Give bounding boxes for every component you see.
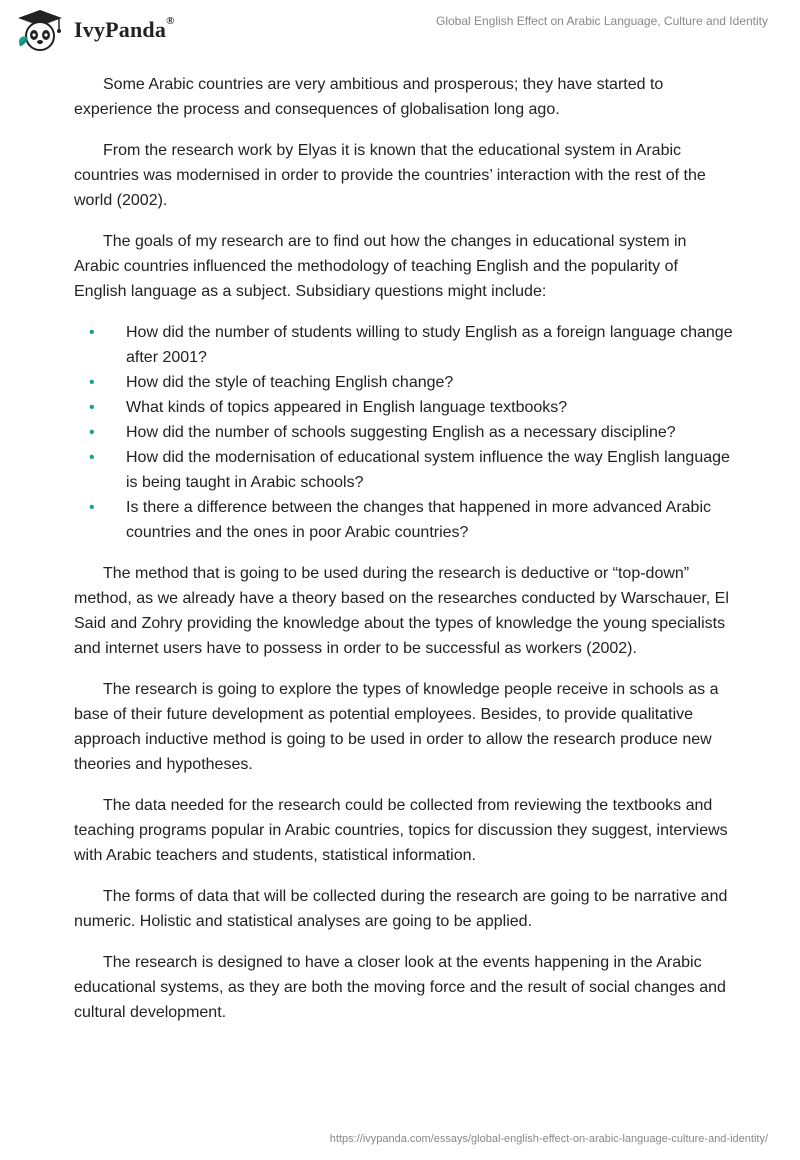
paragraph: The goals of my research are to find out how the changes in educational system in Arabic countries influenced the methodology of teaching English and the popularity of English language as a subject. Subsidiary questions might include: (74, 233, 687, 300)
list-item: • How did the style of teaching English change? (74, 370, 734, 395)
paragraph: From the research work by Elyas it is known that the educational system in Arabic countries was modernised in order to provide the countries’ interaction with the rest of the world (2002). (74, 142, 706, 209)
list-item: • How did the modernisation of educational system influence the way English language is being taught in Arabic schools? (74, 445, 734, 495)
paragraph: The forms of data that will be collected during the research are going to be narrative and numeric. Holistic and statistical analyses are going to be applied. (74, 888, 728, 930)
list-item: • How did the number of students willing to study English as a foreign language change after 2001? (74, 320, 734, 370)
paragraph: Some Arabic countries are very ambitious and prosperous; they have started to experience the process and consequences of globalisation long ago. (74, 76, 664, 118)
bullet-icon: • (89, 374, 95, 391)
research-questions-list (74, 320, 734, 545)
document-title: Global English Effect on Arabic Language, Culture and Identity (436, 14, 768, 28)
panda-graduate-icon (12, 8, 68, 52)
list-item: • How did the number of schools suggesting English as a necessary discipline? (74, 420, 734, 445)
source-url-link[interactable]: https://ivypanda.com/essays/global-english-effect-on-arabic-language-culture-and-identity/ (329, 1133, 768, 1145)
paragraph: The data needed for the research could be collected from reviewing the textbooks and teaching programs popular in Arabic countries, topics for discussion they suggest, interviews with Arabic teachers and students, statistical information. (74, 797, 728, 864)
list-item: • What kinds of topics appeared in English language textbooks? (74, 395, 734, 420)
bullet-icon: • (89, 499, 95, 516)
paragraph: The research is going to explore the types of knowledge people receive in schools as a base of their future development as potential employees. Besides, to provide qualitative approach inductive method is going to be used in order to allow the research produce new theories and hypotheses. (74, 681, 719, 773)
bullet-icon: • (89, 424, 95, 441)
bullet-icon: • (89, 449, 95, 466)
ivypanda-logo[interactable] (12, 8, 175, 52)
page-header (0, 0, 800, 60)
paragraph: The research is designed to have a closer look at the events happening in the Arabic educational systems, as they are both the moving force and the result of social changes and cultural development. (74, 954, 726, 1021)
essay-body (74, 72, 734, 1041)
bullet-icon: • (89, 399, 95, 416)
bullet-icon: • (89, 324, 95, 341)
brand-name: IvyPanda® (74, 15, 175, 42)
list-item: • Is there a difference between the changes that happened in more advanced Arabic countries and the ones in poor Arabic countries? (74, 495, 734, 545)
paragraph: The method that is going to be used during the research is deductive or “top-down” method, as we already have a theory based on the researches conducted by Warschauer, El Said and Zohry providing the knowledge about the types of knowledge the young specialists and internet users have to possess in order to be successful as workers (2002). (74, 565, 729, 657)
